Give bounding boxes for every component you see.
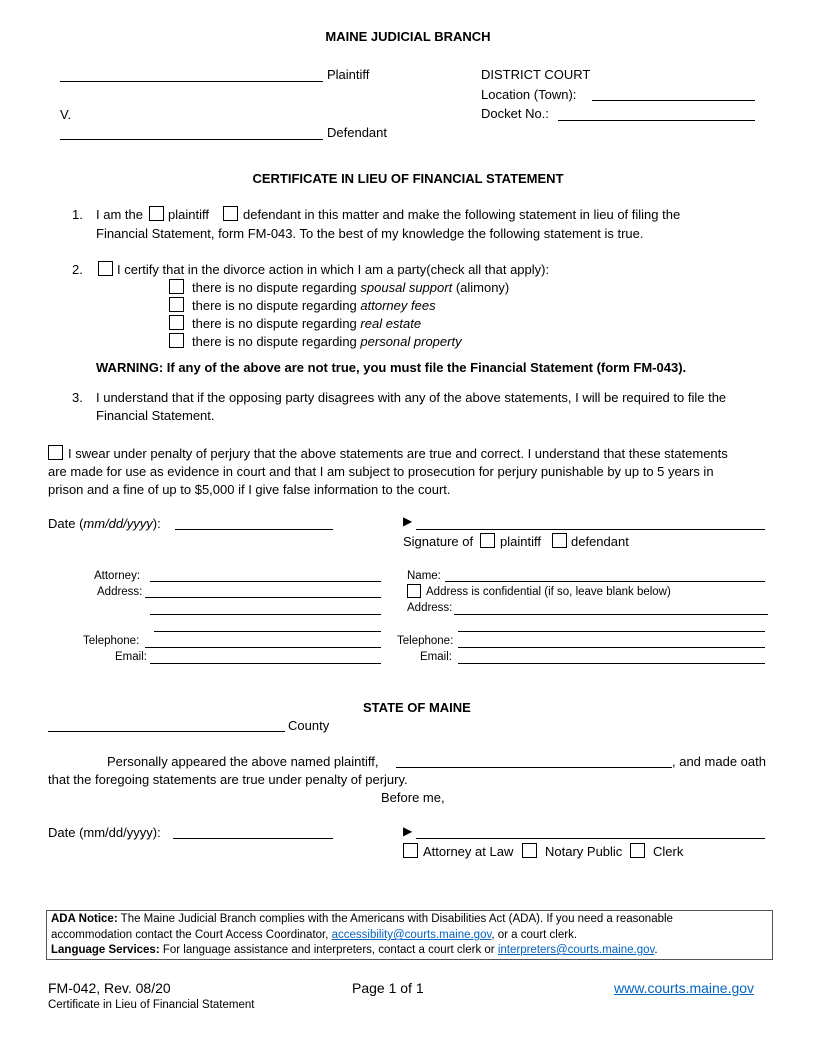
email-label: Email: — [115, 651, 147, 663]
telephone-field[interactable] — [145, 647, 381, 648]
clerk-label: Clerk — [653, 844, 684, 859]
attorney-at-law-label: Attorney at Law — [423, 844, 514, 859]
item-3-number: 3. — [72, 390, 83, 405]
item-1-number: 1. — [72, 207, 83, 222]
before-me-text: Before me, — [381, 790, 445, 805]
item-2-number: 2. — [72, 262, 83, 277]
website-link[interactable]: www.courts.maine.gov — [614, 980, 755, 996]
right-address-label: Address: — [407, 602, 453, 614]
spousal-support-option: there is no dispute regarding spousal support (alimony) — [192, 280, 510, 295]
certify-text: I certify that in the divorce action in which I am a party(check all that apply): — [117, 262, 550, 277]
real-estate-checkbox[interactable] — [169, 315, 184, 330]
form-number: FM-042, Rev. 08/20 — [48, 980, 171, 996]
accessibility-email-link[interactable]: accessibility@courts.maine.gov — [331, 929, 492, 941]
item3-text: I understand that if the opposing party disagrees with any of the above statements, I will be required to file the — [96, 390, 727, 405]
oath-statement-text: that the foregoing statements are true under penalty of perjury. — [48, 772, 408, 787]
ada-notice-box — [46, 910, 773, 960]
notary-date-field[interactable] — [173, 838, 333, 839]
signature-plaintiff-checkbox[interactable] — [480, 533, 495, 548]
spousal-support-checkbox[interactable] — [169, 279, 184, 294]
item1-text: defendant in this matter and make the following statement in lieu of filing the — [243, 207, 681, 222]
notary-signature-line[interactable] — [416, 838, 765, 839]
signature-arrow-icon: ▶ — [403, 514, 413, 528]
personal-property-checkbox[interactable] — [169, 333, 184, 348]
attorney-label: Attorney: — [94, 570, 141, 582]
i-am-the-label: I am the — [96, 207, 143, 222]
name-field[interactable] — [445, 581, 765, 582]
notary-date-label: Date (mm/dd/yyyy): — [48, 825, 161, 840]
address-field-2[interactable] — [150, 614, 381, 615]
docket-label: Docket No.: — [481, 106, 549, 121]
oath-text-line3: prison and a fine of up to $5,000 if I give false information to the court. — [48, 482, 451, 497]
date-field[interactable] — [175, 529, 333, 530]
attorney-fees-checkbox[interactable] — [169, 297, 184, 312]
attorney-fees-option: there is no dispute regarding attorney fees — [192, 298, 436, 313]
county-field[interactable] — [48, 731, 285, 732]
location-label: Location (Town): — [481, 87, 577, 102]
address-label: Address: — [97, 586, 143, 598]
ada-notice-line1: ADA Notice: The Maine Judicial Branch complies with the Americans with Disabilities Act (ADA). If you need a reasonable — [51, 913, 673, 925]
versus-label: V. — [60, 107, 72, 122]
real-estate-option: there is no dispute regarding real estate — [192, 316, 422, 331]
signature-of-label: Signature of — [403, 534, 474, 549]
confidential-address-checkbox[interactable] — [407, 584, 421, 598]
personal-property-option: there is no dispute regarding personal property — [192, 334, 462, 349]
signature-defendant-label: defendant — [571, 534, 629, 549]
item1-defendant-checkbox[interactable] — [223, 206, 238, 221]
oath-text-line2: are made for use as evidence in court and that I am subject to prosecution for perjury punishable by up to 5 years in — [48, 464, 714, 479]
district-court-label: DISTRICT COURT — [481, 67, 591, 82]
email-field[interactable] — [150, 663, 381, 664]
defendant-name-line[interactable] — [60, 139, 323, 140]
signature-line[interactable] — [416, 529, 765, 530]
perjury-oath-checkbox[interactable] — [48, 445, 63, 460]
warning-text: WARNING: If any of the above are not true, you must file the Financial Statement (form FM-043). — [96, 360, 687, 375]
divorce-certify-checkbox[interactable] — [98, 261, 113, 276]
telephone-label: Telephone: — [83, 635, 140, 647]
county-label: County — [288, 718, 330, 733]
right-address-field-1[interactable] — [454, 614, 768, 615]
clerk-checkbox[interactable] — [630, 843, 645, 858]
court-title: MAINE JUDICIAL BRANCH — [325, 29, 491, 44]
item3-text-line2: Financial Statement. — [96, 408, 215, 423]
ada-notice-line2: accommodation contact the Court Access Coordinator, accessibility@courts.maine.gov, or a court clerk. — [51, 929, 578, 941]
item1-plaintiff-checkbox[interactable] — [149, 206, 164, 221]
right-email-label: Email: — [420, 651, 452, 663]
address-field-3[interactable] — [154, 631, 381, 632]
right-telephone-field[interactable] — [458, 647, 765, 648]
signature-defendant-checkbox[interactable] — [552, 533, 567, 548]
signature-plaintiff-label: plaintiff — [500, 534, 541, 549]
oath-text-line1: I swear under penalty of perjury that the above statements are true and correct. I understand that these statements — [68, 446, 728, 461]
plaintiff-name-notary-field[interactable] — [396, 767, 672, 768]
name-label: Name: — [407, 570, 441, 582]
docket-field[interactable] — [558, 120, 755, 121]
appeared-text: Personally appeared the above named plaintiff, — [107, 754, 379, 769]
confidential-address-label: Address is confidential (if so, leave blank below) — [426, 586, 671, 598]
item1-plaintiff-label: plaintiff — [168, 207, 209, 222]
notary-public-label: Notary Public — [545, 844, 623, 859]
interpreters-email-link[interactable]: interpreters@courts.maine.gov — [497, 944, 655, 956]
state-of-maine-heading: STATE OF MAINE — [363, 700, 471, 715]
notary-public-checkbox[interactable] — [522, 843, 537, 858]
date-label: Date (mm/dd/yyyy): — [48, 516, 161, 531]
page-number: Page 1 of 1 — [352, 980, 424, 996]
right-email-field[interactable] — [458, 663, 765, 664]
plaintiff-name-line[interactable] — [60, 81, 323, 82]
location-field[interactable] — [592, 100, 755, 101]
form-name: Certificate in Lieu of Financial Statement — [48, 999, 255, 1011]
plaintiff-label: Plaintiff — [327, 67, 370, 82]
attorney-field[interactable] — [150, 581, 381, 582]
right-telephone-label: Telephone: — [397, 635, 454, 647]
attorney-at-law-checkbox[interactable] — [403, 843, 418, 858]
defendant-label: Defendant — [327, 125, 387, 140]
notary-signature-arrow-icon: ▶ — [403, 824, 413, 838]
language-services-line: Language Services: For language assistance and interpreters, contact a court clerk or interpreters@courts.maine.gov. — [51, 944, 658, 956]
address-field-1[interactable] — [145, 597, 381, 598]
right-address-field-2[interactable] — [458, 631, 765, 632]
form-title: CERTIFICATE IN LIEU OF FINANCIAL STATEMENT — [252, 171, 564, 186]
made-oath-text: , and made oath — [672, 754, 766, 769]
item1-text-line2: Financial Statement, form FM-043. To the best of my knowledge the following statement is true. — [96, 226, 644, 241]
